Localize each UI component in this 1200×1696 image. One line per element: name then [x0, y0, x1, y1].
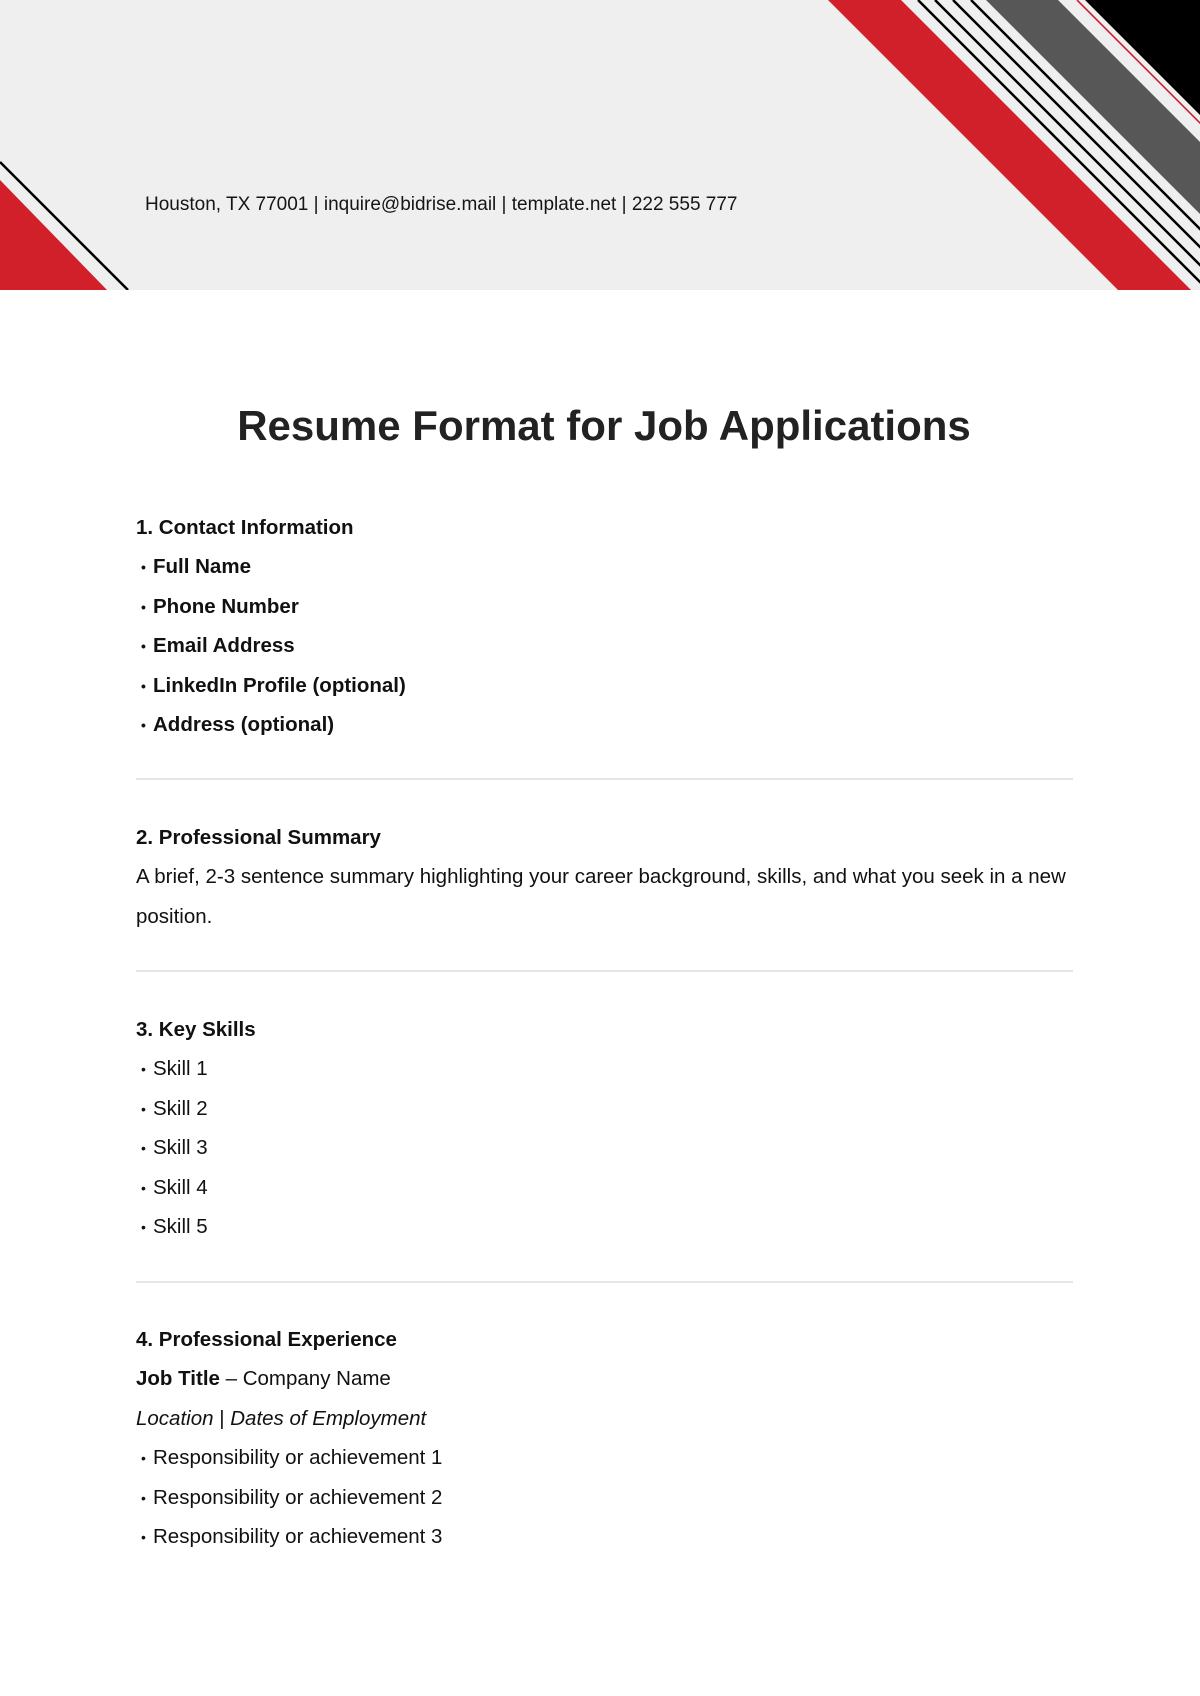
bullet-icon: •: [141, 1489, 146, 1506]
list-item: [136, 547, 1073, 586]
list-item-text: Responsibility or achievement 3: [153, 1524, 443, 1548]
list-item: [136, 1168, 1073, 1207]
bullet-icon: •: [141, 1100, 146, 1117]
list-item: [136, 666, 1073, 705]
separator: |: [213, 1406, 231, 1430]
list-item: [136, 1207, 1073, 1246]
bullet-icon: •: [141, 1218, 146, 1235]
job-title-line: [136, 1359, 1073, 1398]
diagonal-stripes-decoration: [0, 0, 1200, 290]
bullet-icon: •: [141, 1528, 146, 1545]
list-item-text: Email Address: [153, 634, 295, 658]
company-name: Company Name: [242, 1367, 391, 1391]
location: Location: [136, 1406, 214, 1430]
section-key-skills: [136, 1010, 1073, 1246]
dates-of-employment: Dates of Employment: [230, 1406, 427, 1430]
page-title: Resume Format for Job Applications: [237, 402, 971, 449]
list-item-text: Skill 4: [153, 1175, 208, 1199]
list-item-text: Skill 5: [153, 1214, 208, 1238]
job-title: Job Title: [136, 1367, 220, 1391]
bullet-icon: •: [141, 598, 146, 615]
list-item: [136, 1517, 1073, 1556]
list-item: [136, 1089, 1073, 1128]
bullet-icon: •: [141, 1179, 146, 1196]
list-item-text: Address (optional): [153, 712, 335, 736]
list-item: [136, 1478, 1073, 1517]
list-item-text: Responsibility or achievement 2: [153, 1485, 443, 1509]
section-heading: 2. Professional Summary: [136, 826, 381, 849]
section-heading: 3. Key Skills: [136, 1018, 256, 1041]
list-item-text: Full Name: [153, 555, 251, 579]
bullet-icon: •: [141, 716, 146, 733]
bullet-icon: •: [141, 1061, 146, 1078]
section-divider: [136, 778, 1073, 780]
page-header: [0, 0, 1200, 290]
list-item: [136, 1049, 1073, 1088]
summary-paragraph: A brief, 2-3 sentence summary highlighting your career background, skills, and what you seek in a new position.: [136, 865, 1066, 928]
bullet-icon: •: [141, 677, 146, 694]
contact-line: Houston, TX 77001 | inquire@bidrise.mail | template.net | 222 555 777: [145, 194, 738, 215]
list-item: [136, 1128, 1073, 1167]
list-item-text: Skill 2: [153, 1096, 208, 1120]
section-professional-summary: [136, 818, 1073, 936]
bullet-icon: •: [141, 638, 146, 655]
section-heading: 4. Professional Experience: [136, 1328, 397, 1351]
section-divider: [136, 1281, 1073, 1283]
bullet-icon: •: [141, 1450, 146, 1467]
section-divider: [136, 970, 1073, 972]
list-item-text: Responsibility or achievement 1: [153, 1446, 443, 1470]
list-item-text: Skill 1: [153, 1057, 208, 1081]
section-contact-information: [136, 508, 1073, 744]
list-item: [136, 587, 1073, 626]
list-item-text: Skill 3: [153, 1136, 208, 1160]
list-item-text: LinkedIn Profile (optional): [153, 673, 406, 697]
list-item: [136, 1438, 1073, 1477]
list-item-text: Phone Number: [153, 594, 299, 618]
dash: –: [219, 1367, 243, 1391]
list-item: [136, 626, 1073, 665]
location-dates-line: [136, 1399, 1073, 1438]
section-heading: 1. Contact Information: [136, 516, 354, 539]
list-item: [136, 705, 1073, 744]
left-red-triangle: [0, 180, 107, 290]
bullet-icon: •: [141, 1140, 146, 1157]
bullet-icon: •: [141, 559, 146, 576]
section-professional-experience: [136, 1320, 1073, 1556]
